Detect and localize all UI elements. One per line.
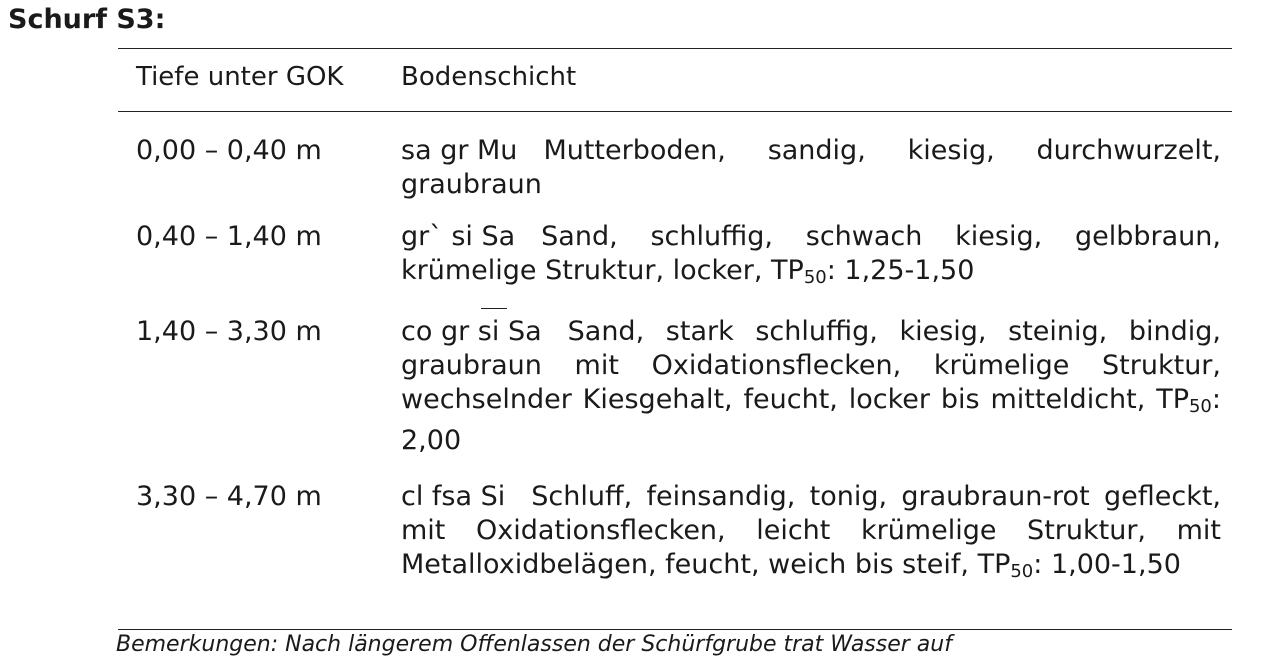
subscript: 50 (1188, 396, 1212, 417)
row-description (401, 134, 1221, 202)
column-header-layer: Bodenschicht (401, 62, 577, 92)
row-depth: 0,00 – 0,40 m (136, 135, 322, 166)
table-bottom-rule (118, 629, 1232, 630)
soil-code: sa gr Mu (401, 135, 518, 166)
soil-text-end: : 1,00-1,50 (1033, 549, 1181, 580)
soil-code: gr` si Sa (401, 221, 516, 252)
soil-code-part: co gr (401, 316, 478, 347)
remark-note: Bemerkungen: Nach längerem Offenlassen der Schürfgrube trat Wasser auf (116, 632, 952, 657)
section-title: Schurf S3: (8, 4, 166, 35)
soil-code: cl fsa Si (401, 481, 506, 512)
row-depth: 1,40 – 3,30 m (136, 316, 322, 347)
soil-text: Mutterboden, sandig, kiesig, durchwurzelt, graubraun (401, 135, 1221, 200)
row-description (401, 315, 1221, 458)
soil-text: Sand, stark schluffig, kiesig, steinig, bindig, graubraun mit Oxidationsflecken, krümelige Struktur, wechselnder Kiesgehalt, feucht, locker bis mitteldicht, TP (401, 316, 1221, 415)
soil-text-end: : 1,25-1,50 (826, 255, 975, 286)
soil-text-end: : 2,00 (401, 384, 1221, 456)
soil-code-overlined (478, 316, 500, 347)
row-depth: 3,30 – 4,70 m (136, 481, 322, 512)
subscript: 50 (803, 267, 827, 288)
column-header-depth: Tiefe unter GOK (136, 62, 344, 92)
soil-code (401, 315, 542, 349)
row-description (401, 480, 1221, 589)
table-top-rule (118, 48, 1232, 49)
overline-mark (481, 308, 507, 309)
row-depth: 0,40 – 1,40 m (136, 221, 322, 252)
table-header-rule (118, 111, 1232, 112)
soil-text: Schluff, feinsandig, tonig, graubraun-rot gefleckt, mit Oxidationsflecken, leicht krümelige Struktur, mit Metalloxidbelägen, feucht, weich bis steif, TP (401, 481, 1221, 580)
soil-code-part: si (477, 316, 500, 347)
soil-code-part: Sa (499, 316, 542, 347)
soil-text: Sand, schluffig, schwach kiesig, gelbbraun, krümelige Struktur, locker, TP (401, 221, 1221, 286)
subscript: 50 (1010, 561, 1034, 582)
row-description (401, 220, 1221, 295)
